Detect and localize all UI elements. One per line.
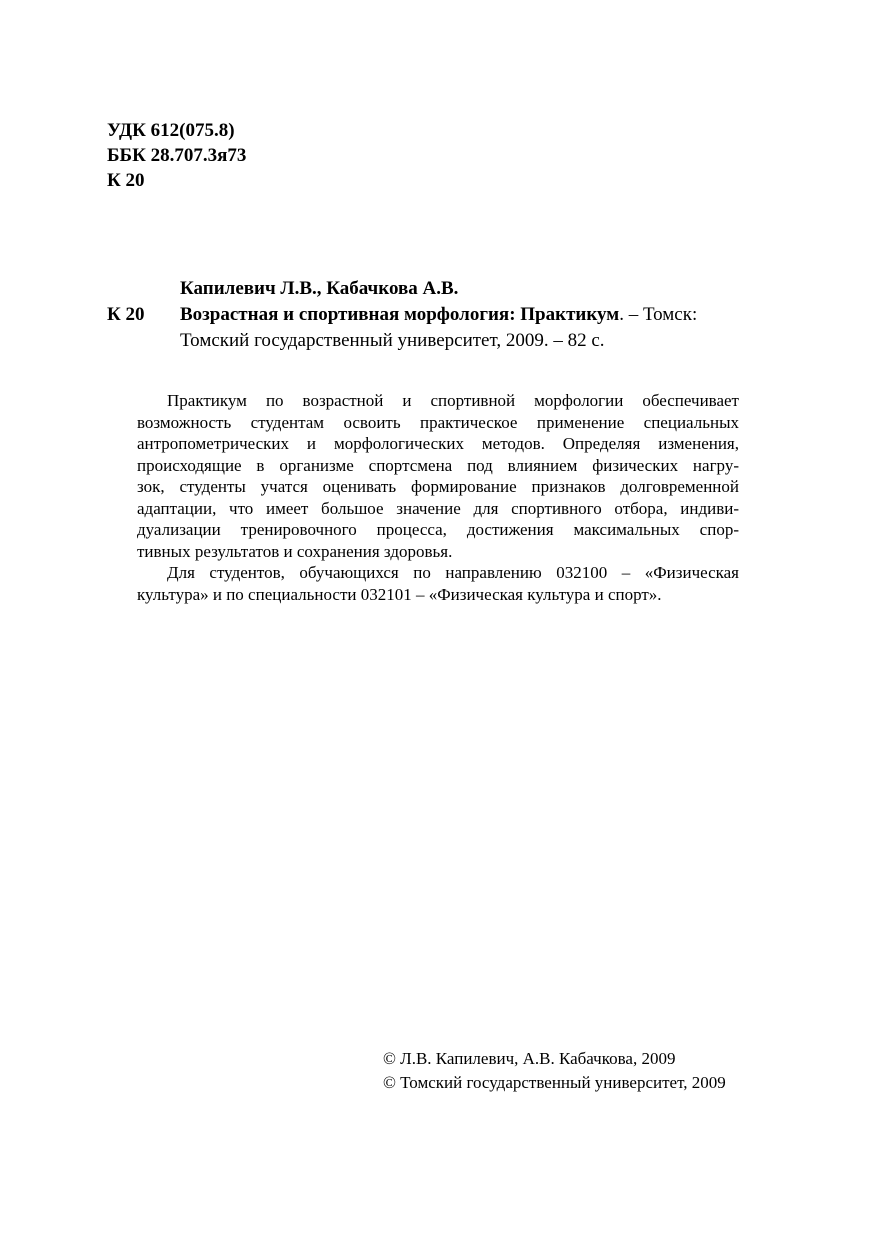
audience-line: культура» и по специальности 032101 – «Физическая культура и спорт». [137,584,662,604]
annotation-line-block [137,455,739,477]
annotation-line-block [137,476,739,498]
annotation-line: антропометрических и морфологических методов. Определяя изменения, [137,434,739,453]
annotation [137,390,739,605]
record-title: Возрастная и спортивная морфология: Практикум [180,304,620,325]
copyright-authors: © Л.В. Капилевич, А.В. Кабачкова, 2009 [383,1049,676,1068]
annotation-line-block [137,519,739,541]
classification-block [107,118,246,193]
udk-index: УДК 612(075.8) [107,120,235,141]
bbk-index: ББК 28.707.3я73 [107,145,247,166]
annotation-line-block [137,433,739,455]
annotation-line-block [137,541,739,563]
annotation-line: зок, студенты учатся оценивать формирование признаков долговременной [137,477,739,496]
copyright-university: © Томский государственный университет, 2009 [383,1073,726,1092]
audience-line: Для студентов, обучающихся по направлению 032100 – «Физическая [167,563,739,582]
audience-paragraph [137,562,739,584]
annotation-line: дуализации тренировочного процесса, достижения максимальных спор- [137,520,739,539]
annotation-line: Практикум по возрастной и спортивной морфологии обеспечивает [167,391,739,410]
annotation-line: тивных результатов и сохранения здоровья. [137,541,453,561]
record-publisher: Томский государственный университет, 2009. – 82 с. [180,330,605,351]
record-place: . – Томск: [619,304,698,325]
bibliographic-record [107,276,767,354]
annotation-line: происходящие в организме спортсмена под влиянием физических нагру- [137,455,739,475]
record-authors: Капилевич Л.В., Кабачкова А.В. [180,278,459,299]
copyright-block [383,1047,726,1095]
annotation-line: адаптации, что имеет большое значение для спортивного отбора, индиви- [137,498,739,518]
author-mark: К 20 [107,170,145,191]
record-author-mark: К 20 [107,304,145,325]
audience-line-block [137,584,739,606]
annotation-paragraph [137,390,739,412]
annotation-line: возможность студентам освоить практическое применение специальных [137,412,739,432]
annotation-line-block [137,412,739,434]
annotation-line-block [137,498,739,520]
